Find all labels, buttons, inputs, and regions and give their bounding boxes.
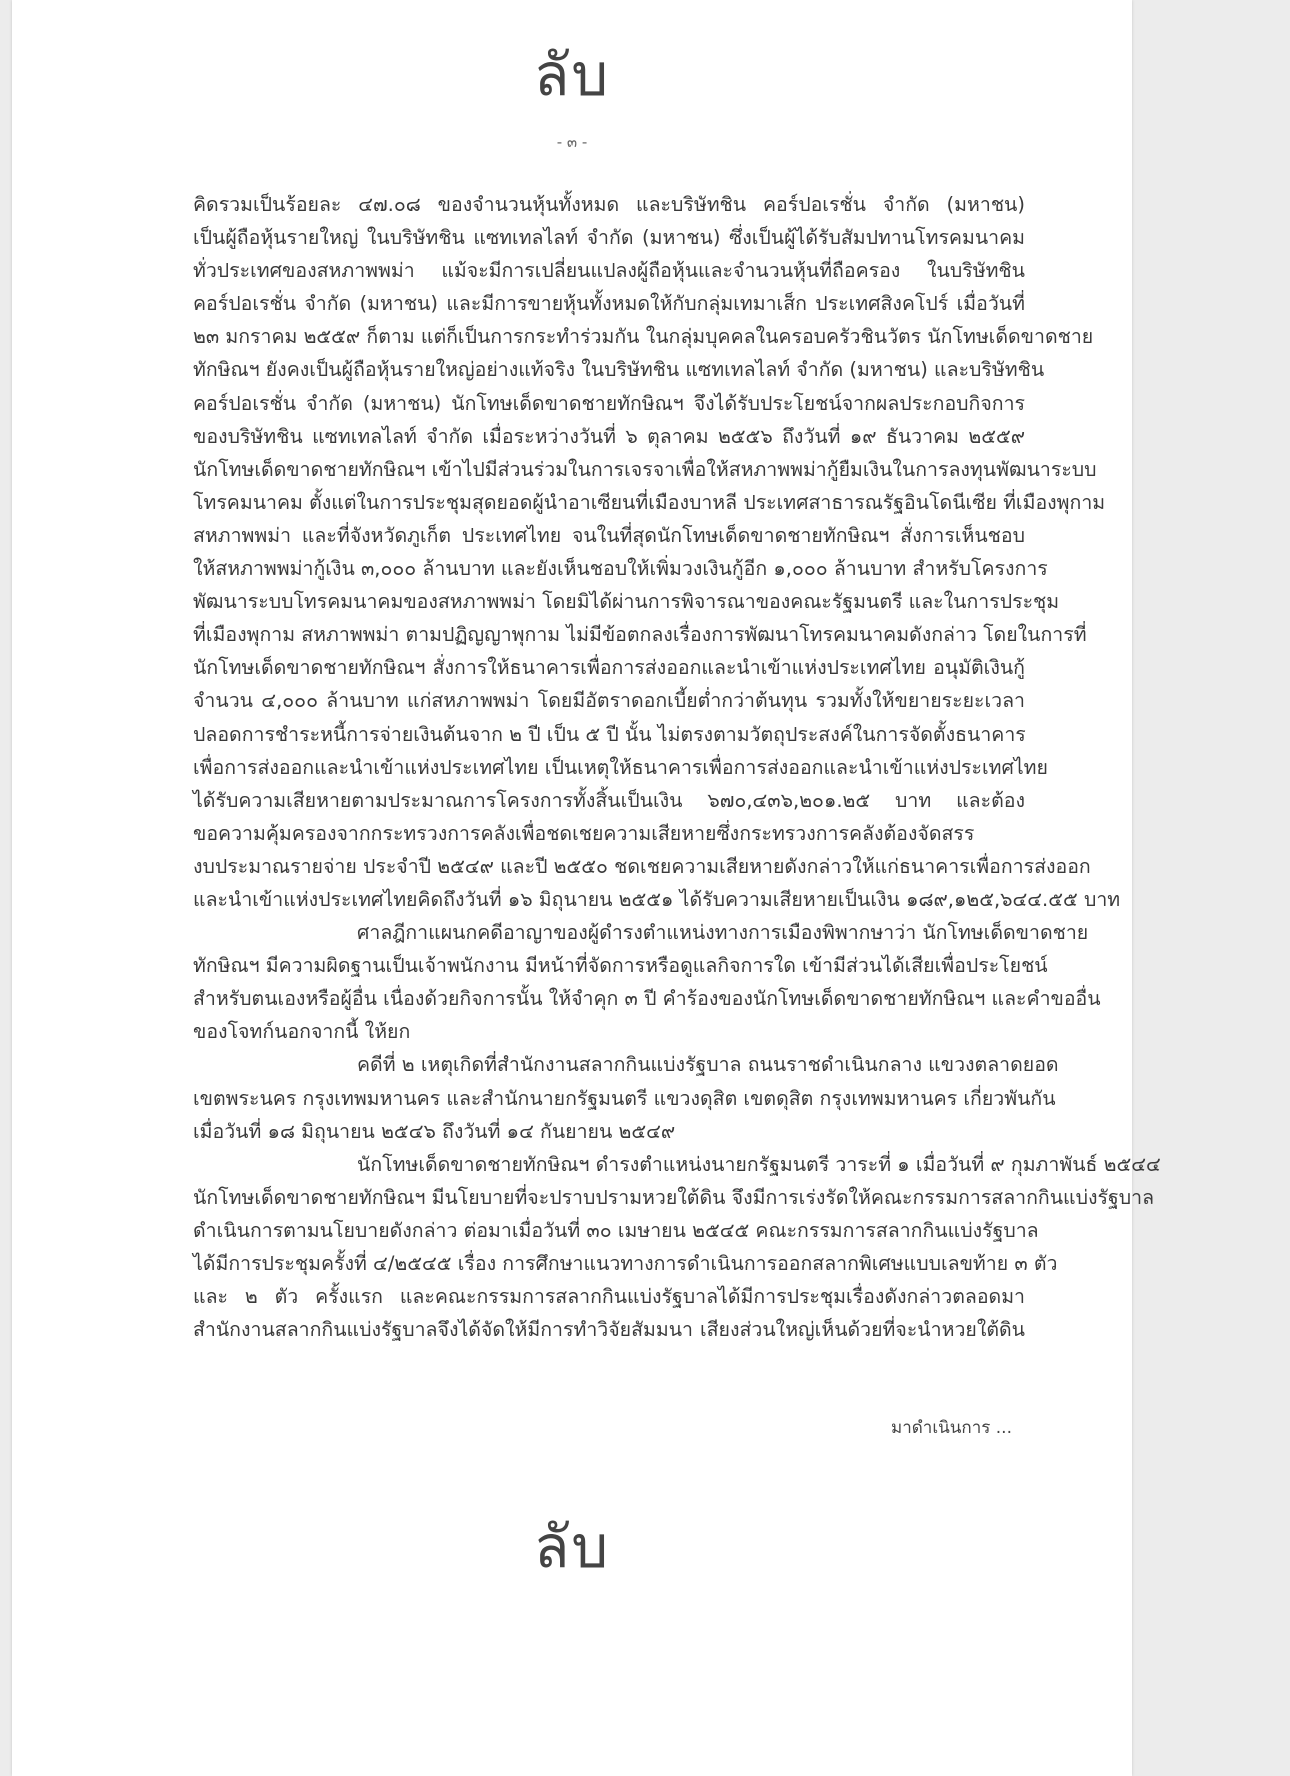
text-line: นักโทษเด็ดขาดชายทักษิณฯ มีนโยบายที่จะปราบปรามหวยใต้ดิน จึงมีการเร่งรัดให้คณะกรรมการสลากกินแบ่งรัฐบาล [193, 1185, 1155, 1209]
text-line: คดีที่ ๒ เหตุเกิดที่สำนักงานสลากกินแบ่งรัฐบาล ถนนราชดำเนินกลาง แขวงตลาดยอด [357, 1053, 1059, 1077]
text-line: คิดรวมเป็นร้อยละ ๔๗.๐๘ ของจำนวนหุ้นทั้งหมด และบริษัทชิน คอร์ปอเรชั่น จำกัด (มหาชน) [193, 193, 1025, 216]
page-number: - ๓ - [556, 133, 588, 151]
text-line: ได้มีการประชุมครั้งที่ ๔/๒๕๔๕ เรื่อง การศึกษาแนวทางการดำเนินการออกสลากพิเศษแบบเลขท้าย ๓ ตัว [193, 1252, 1058, 1275]
text-line: ของโจทก์นอกจากนี้ ให้ยก [193, 1020, 411, 1044]
text-line: เขตพระนคร กรุงเทพมหานคร และสำนักนายกรัฐมนตรี แขวงดุสิต เขตดุสิต กรุงเทพมหานคร เกี่ยวพันกัน [193, 1086, 1056, 1110]
text-line: คอร์ปอเรชั่น จำกัด (มหาชน) และมีการขายหุ้นทั้งหมดให้กับกลุ่มเทมาเส็ก ประเทศสิงคโปร์ เมื่อวันที่ [193, 292, 1025, 316]
text-line: สำหรับตนเองหรือผู้อื่น เนื่องด้วยกิจการนั้น ให้จำคุก ๓ ปี คำร้องของนักโทษเด็ดขาดชายทักษิณฯ และคำขออื่น [193, 987, 1101, 1011]
text-line: ขอความคุ้มครองจากกระทรวงการคลังเพื่อชดเชยความเสียหายซึ่งกระทรวงการคลังต้องจัดสรร [193, 821, 975, 845]
text-line: คอร์ปอเรชั่น จำกัด (มหาชน) นักโทษเด็ดขาดชายทักษิณฯ จึงได้รับประโยชน์จากผลประกอบกิจการ [193, 391, 1025, 415]
text-line: ทักษิณฯ มีความผิดฐานเป็นเจ้าพนักงาน มีหน้าที่จัดการหรือดูแลกิจการใด เข้ามีส่วนได้เสียเพื่อประโยชน์ [193, 954, 1048, 978]
text-line: ปลอดการชำระหนี้การจ่ายเงินต้นจาก ๒ ปี เป็น ๕ ปี นั้น ไม่ตรงตามวัตถุประสงค์ในการจัดตั้งธนาคาร [193, 722, 1026, 746]
text-line: นักโทษเด็ดขาดชายทักษิณฯ สั่งการให้ธนาคารเพื่อการส่งออกและนำเข้าแห่งประเทศไทย อนุมัติเงินกู้ [193, 656, 1025, 680]
text-line: เป็นผู้ถือหุ้นรายใหญ่ ในบริษัทชิน แซทเทลไลท์ จำกัด (มหาชน) ซึ่งเป็นผู้ได้รับสัมปทานโทรคมนาคม [193, 226, 1025, 250]
text-line: ได้รับความเสียหายตามประมาณการโครงการทั้งสิ้นเป็นเงิน ๖๗๐,๔๓๖,๒๐๑.๒๕ บาท และต้อง [193, 788, 1025, 812]
text-line: ๒๓ มกราคม ๒๕๕๙ ก็ตาม แต่ก็เป็นการกระทำร่วมกัน ในกลุ่มบุคคลในครอบครัวชินวัตร นักโทษเด็ดขาดชาย [193, 325, 1094, 349]
text-line: สำนักงานสลากกินแบ่งรัฐบาลจึงได้จัดให้มีการทำวิจัยสัมมนา เสียงส่วนใหญ่เห็นด้วยที่จะนำหวยใต้ดิน [193, 1318, 1025, 1342]
text-line: ทั่วประเทศของสหภาพพม่า แม้จะมีการเปลี่ยนแปลงผู้ถือหุ้นและจำนวนหุ้นที่ถือครอง ในบริษัทชิน [193, 259, 1025, 283]
text-line: สหภาพพม่า และที่จังหวัดภูเก็ต ประเทศไทย จนในที่สุดนักโทษเด็ดขาดชายทักษิณฯ สั่งการเห็นชอบ [193, 523, 1025, 547]
classification-header: ลับ [533, 41, 611, 109]
text-line: เพื่อการส่งออกและนำเข้าแห่งประเทศไทย เป็นเหตุให้ธนาคารเพื่อการส่งออกและนำเข้าแห่งประเทศไทย [193, 755, 1048, 779]
text-line: โทรคมนาคม ตั้งแต่ในการประชุมสุดยอดผู้นำอาเซียนที่เมืองบาหลี ประเทศสาธารณรัฐอินโดนีเซีย ที่เมืองพุกาม [193, 490, 1106, 514]
text-line: ทักษิณฯ ยังคงเป็นผู้ถือหุ้นรายใหญ่อย่างแท้จริง ในบริษัทชิน แซทเทลไลท์ จำกัด (มหาชน) และบริษัทชิน [193, 358, 1045, 382]
text-line: ของบริษัทชิน แซทเทลไลท์ จำกัด เมื่อระหว่างวันที่ ๖ ตุลาคม ๒๕๕๖ ถึงวันที่ ๑๙ ธันวาคม ๒๕๕๙ [193, 424, 1025, 448]
text-line: นักโทษเด็ดขาดชายทักษิณฯ ดำรงตำแหน่งนายกรัฐมนตรี วาระที่ ๑ เมื่อวันที่ ๙ กุมภาพันธ์ ๒๕๔๔ [357, 1152, 1161, 1176]
text-line: และนำเข้าแห่งประเทศไทยคิดถึงวันที่ ๑๖ มิถุนายน ๒๕๕๑ ได้รับความเสียหายเป็นเงิน ๑๘๙,๑๒๕,๖๔๔.๕๕ บาท [193, 887, 1121, 911]
text-line: พัฒนาระบบโทรคมนาคมของสหภาพพม่า โดยมิได้ผ่านการพิจารณาของคณะรัฐมนตรี และในการประชุม [193, 590, 1060, 614]
document-page [12, 0, 1161, 1776]
text-line: ที่เมืองพุกาม สหภาพพม่า ตามปฏิญญาพุกาม ไม่มีข้อตกลงเรื่องการพัฒนาโทรคมนาคมดังกล่าว โดยในการที่ [193, 623, 1087, 647]
text-line: และ ๒ ตัว ครั้งแรก และคณะกรรมการสลากกินแบ่งรัฐบาลได้มีการประชุมเรื่องดังกล่าวตลอดมา [193, 1285, 1025, 1309]
document-body [193, 188, 1161, 1346]
text-line: นักโทษเด็ดขาดชายทักษิณฯ เข้าไปมีส่วนร่วมในการเจรจาเพื่อให้สหภาพพม่ากู้ยืมเงินในการลงทุนพัฒนาระบบ [193, 457, 1097, 481]
continuation-text: มาดำเนินการ ... [891, 1418, 1012, 1438]
text-line: ให้สหภาพพม่ากู้เงิน ๓,๐๐๐ ล้านบาท และยังเห็นชอบให้เพิ่มวงเงินกู้อีก ๑,๐๐๐ ล้านบาท สำหรับโครงการ [193, 557, 1048, 581]
classification-footer: ลับ [533, 1513, 611, 1581]
text-line: ศาลฎีกาแผนกคดีอาญาของผู้ดำรงตำแหน่งทางการเมืองพิพากษาว่า นักโทษเด็ดขาดชาย [357, 921, 1089, 945]
text-line: งบประมาณรายจ่าย ประจำปี ๒๕๔๙ และปี ๒๕๕๐ ชดเชยความเสียหายดังกล่าวให้แก่ธนาคารเพื่อการส่งออก [193, 854, 1091, 878]
text-line: เมื่อวันที่ ๑๘ มิถุนายน ๒๕๔๖ ถึงวันที่ ๑๔ กันยายน ๒๕๔๙ [193, 1119, 676, 1143]
text-line: ดำเนินการตามนโยบายดังกล่าว ต่อมาเมื่อวันที่ ๓๐ เมษายน ๒๕๔๕ คณะกรรมการสลากกินแบ่งรัฐบาล [193, 1218, 1039, 1242]
text-line: จำนวน ๔,๐๐๐ ล้านบาท แก่สหภาพพม่า โดยมีอัตราดอกเบี้ยต่ำกว่าต้นทุน รวมทั้งให้ขยายระยะเวลา [193, 689, 1025, 713]
